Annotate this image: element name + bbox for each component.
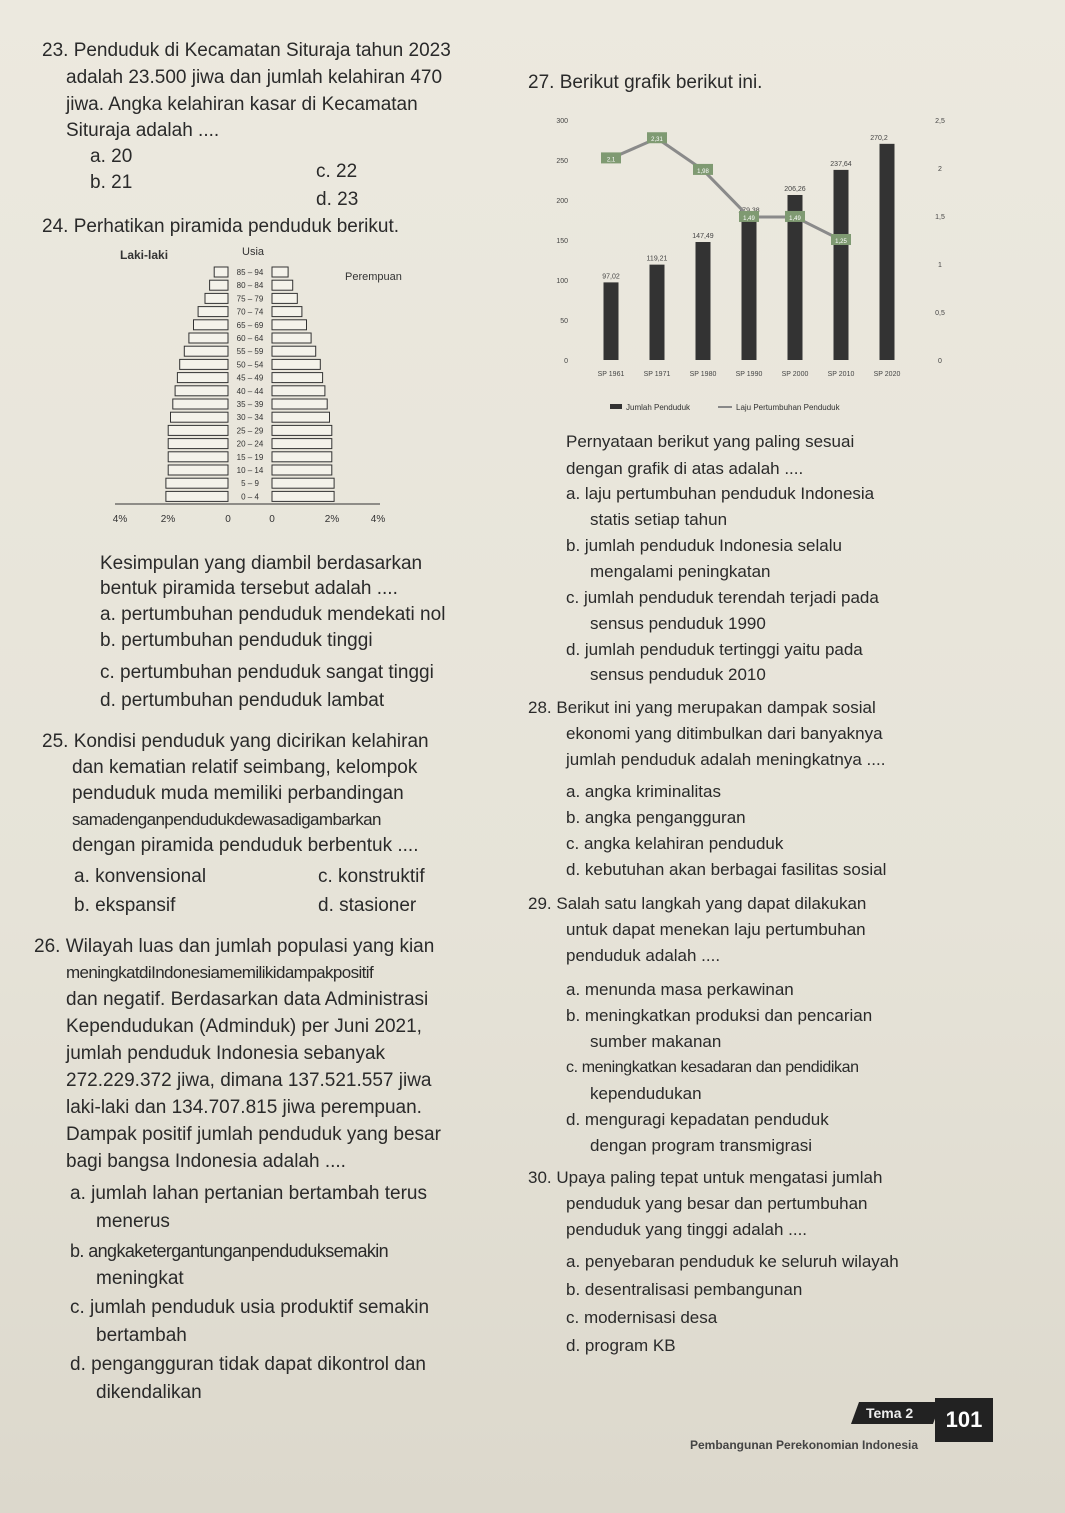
q25-option-b[interactable]: b. ekspansif — [74, 895, 176, 916]
q26-option-a[interactable]: a. jumlah lahan pertanian bertambah terus — [70, 1183, 428, 1204]
chart-bar-label: 119,21 — [646, 255, 668, 263]
chart-left-tick: 250 — [556, 158, 568, 165]
pyramid-bar-male — [214, 267, 228, 277]
pyramid-bar-female — [272, 439, 332, 449]
q29-option-b[interactable]: b. meningkatkan produksi dan pencarian — [566, 1006, 873, 1025]
q30-option-d[interactable]: d. program KB — [566, 1336, 676, 1355]
chart-bar — [696, 242, 711, 360]
legend-bar-swatch — [610, 404, 622, 409]
pyramid-age-label: 80 – 84 — [236, 281, 264, 291]
pyramid-age-label: 85 – 94 — [236, 268, 264, 277]
q29-line-2: untuk dapat menekan laju pertumbuhan — [566, 920, 866, 939]
pyramid-bar-male — [189, 333, 228, 343]
q26-line-9: bagi bangsa Indonesia adalah .... — [66, 1151, 346, 1172]
chart-bar — [880, 144, 895, 360]
pyramid-bar-male — [184, 346, 228, 356]
chart-bar — [834, 170, 849, 360]
chart-bar-label: 97,02 — [602, 273, 620, 281]
chart-category-label: SP 2000 — [781, 371, 809, 378]
chart-bar — [650, 265, 665, 360]
q23-option-c[interactable]: c. 22 — [316, 161, 358, 182]
chart-growth-label: 2,1 — [606, 157, 616, 164]
footer-tema: Tema 2 — [866, 1405, 914, 1421]
q23-option-b[interactable]: b. 21 — [90, 172, 133, 193]
q24-option-b[interactable]: b. pertumbuhan penduduk tinggi — [100, 630, 373, 651]
chart-growth-label: 1,98 — [697, 168, 709, 175]
q24-question-line-1: Kesimpulan yang diambil berdasarkan — [100, 553, 423, 574]
pyramid-bar-male — [198, 307, 228, 317]
pyramid-bar-male — [168, 465, 228, 475]
chart-category-label: SP 1980 — [689, 371, 717, 378]
pyramid-bar-female — [272, 425, 332, 435]
pyramid-bar-female — [272, 293, 297, 303]
q27-option-b[interactable]: b. jumlah penduduk Indonesia selalu — [566, 536, 842, 555]
q28-option-a[interactable]: a. angka kriminalitas — [566, 782, 721, 801]
q24-option-c[interactable]: c. pertumbuhan penduduk sangat tinggi — [100, 662, 434, 683]
pyramid-bar-female — [272, 412, 330, 422]
q28-line-1: 28. Berikut ini yang merupakan dampak sosial — [528, 698, 876, 717]
chart-bars — [602, 135, 894, 360]
pyramid-age-label: 20 – 24 — [236, 439, 264, 449]
q26-line-3: dan negatif. Berdasarkan data Administrasi — [66, 989, 429, 1010]
q26-option-b-cont: meningkat — [96, 1268, 184, 1289]
footer-subtitle: Pembangunan Perekonomian Indonesia — [690, 1438, 919, 1452]
q29-option-b-cont: sumber makanan — [590, 1032, 722, 1051]
pyramid-age-label: 75 – 79 — [236, 294, 264, 304]
pyramid-age-label: 60 – 64 — [236, 334, 264, 343]
q29-option-d-cont: dengan program transmigrasi — [590, 1136, 813, 1155]
chart-category-label: SP 2010 — [827, 371, 855, 378]
pyramid-age-label: 55 – 59 — [236, 347, 264, 357]
chart-legend — [610, 403, 841, 412]
chart-category-labels — [598, 371, 901, 378]
q26-option-d-cont: dikendalikan — [96, 1382, 202, 1403]
pyramid-bar-male — [166, 491, 228, 501]
pyramid-age-label: 45 – 49 — [236, 373, 264, 383]
chart-left-ticks — [556, 118, 568, 365]
q27-title: 27. Berikut grafik berikut ini. — [528, 72, 763, 93]
population-pyramid — [110, 242, 420, 532]
q27-option-d[interactable]: d. jumlah penduduk tertinggi yaitu pada — [566, 640, 863, 659]
pyramid-age-label: 15 – 19 — [236, 452, 264, 462]
page-number: 101 — [945, 1407, 983, 1432]
chart-category-label: SP 1961 — [597, 371, 625, 378]
pyramid-bar-male — [168, 439, 228, 449]
q27-option-b-cont: mengalami peningkatan — [590, 562, 771, 581]
chart-growth-line — [601, 132, 851, 245]
chart-right-tick: 2 — [938, 166, 942, 173]
pyramid-bar-female — [272, 267, 288, 277]
q23-option-d[interactable]: d. 23 — [316, 189, 359, 210]
chart-growth-label: 2,31 — [651, 137, 663, 144]
pyramid-bar-male — [175, 386, 228, 396]
pyramid-axis-label: 0 — [225, 514, 231, 525]
chart-left-tick: 0 — [564, 358, 568, 365]
q23-line-4: Situraja adalah .... — [66, 120, 220, 141]
chart-right-ticks — [935, 118, 945, 365]
pyramid-bar-male — [205, 293, 228, 303]
pyramid-bar-female — [272, 399, 327, 409]
chart-right-tick: 1 — [938, 262, 942, 269]
q27-option-c-cont: sensus penduduk 1990 — [590, 614, 766, 633]
chart-left-tick: 300 — [556, 118, 568, 125]
q25-line-1: 25. Kondisi penduduk yang dicirikan kelahiran — [42, 731, 429, 752]
pyramid-bar-female — [272, 359, 320, 369]
q26-line-4: Kependudukan (Adminduk) per Juni 2021, — [66, 1016, 422, 1037]
pyramid-bar-female — [272, 478, 334, 488]
q26-option-b[interactable]: b. angkaketergantunganpenduduksemakin — [70, 1241, 389, 1261]
q28-line-3: jumlah penduduk adalah meningkatnya .... — [566, 750, 886, 769]
pyramid-bar-female — [272, 491, 334, 501]
pyramid-axis-label: 4% — [112, 514, 128, 525]
pyramid-age-label: 65 – 69 — [236, 320, 264, 330]
q26-line-5: jumlah penduduk Indonesia sebanyak — [66, 1043, 386, 1064]
q26-line-6: 272.229.372 jiwa, dimana 137.521.557 jiwa — [66, 1070, 432, 1091]
chart-right-tick: 0 — [938, 358, 942, 365]
q25-line-3: penduduk muda memiliki perbandingan — [72, 783, 404, 804]
pyramid-age-label: 10 – 14 — [236, 466, 264, 475]
chart-bar-label: 206,26 — [784, 185, 806, 193]
pyramid-bar-female — [272, 346, 316, 356]
pyramid-axis-label: 2% — [324, 514, 340, 525]
legend-bar-label: Jumlah Penduduk — [626, 403, 691, 412]
chart-category-label: SP 2020 — [873, 371, 901, 378]
q30-line-3: penduduk yang tinggi adalah .... — [566, 1220, 808, 1239]
chart-growth-label: 1,49 — [743, 215, 755, 222]
q30-option-a[interactable]: a. penyebaran penduduk ke seluruh wilayah — [566, 1252, 899, 1271]
population-chart — [548, 98, 958, 428]
chart-bar-label: 270,2 — [870, 134, 888, 142]
q30-line-1: 30. Upaya paling tepat untuk mengatasi jumlah — [528, 1168, 883, 1187]
q26-line-7: laki-laki dan 134.707.815 jiwa perempuan. — [66, 1097, 422, 1118]
pyramid-age-label: 25 – 29 — [236, 426, 264, 436]
pyramid-bar-male — [166, 478, 228, 488]
pyramid-axis-label: 4% — [370, 514, 386, 525]
pyramid-bar-male — [177, 373, 228, 383]
q24-option-d[interactable]: d. pertumbuhan penduduk lambat — [100, 690, 385, 711]
q26-option-d[interactable]: d. pengangguran tidak dapat dikontrol dan — [70, 1354, 426, 1375]
pyramid-bar-female — [272, 373, 323, 383]
q30-line-2: penduduk yang besar dan pertumbuhan — [566, 1194, 868, 1213]
chart-bar — [742, 216, 757, 360]
chart-growth-label: 1,25 — [835, 239, 847, 245]
chart-bar-label: 147,49 — [692, 233, 714, 241]
q29-option-d[interactable]: d. menguragi kepadatan penduduk — [566, 1110, 829, 1129]
q23-option-a[interactable]: a. 20 — [90, 146, 133, 167]
q26-option-c[interactable]: c. jumlah penduduk usia produktif semakin — [70, 1297, 430, 1318]
legend-line-label: Laju Pertumbuhan Penduduk — [736, 403, 840, 412]
chart-right-tick: 1,5 — [935, 214, 945, 221]
chart-category-label: SP 1990 — [735, 371, 763, 378]
pyramid-age-label: 0 – 4 — [241, 492, 259, 502]
q27-option-a-cont: statis setiap tahun — [590, 510, 728, 529]
q25-option-a[interactable]: a. konvensional — [74, 866, 207, 887]
q30-option-c[interactable]: c. modernisasi desa — [566, 1308, 718, 1327]
q27-statement-2: dengan grafik di atas adalah .... — [566, 459, 804, 478]
pyramid-bar-female — [272, 333, 311, 343]
q24-title: 24. Perhatikan piramida penduduk berikut. — [42, 216, 400, 237]
chart-left-tick: 50 — [560, 318, 568, 325]
q27-option-a[interactable]: a. laju pertumbuhan penduduk Indonesia — [566, 484, 875, 503]
q29-option-c[interactable]: c. meningkatkan kesadaran dan pendidikan — [566, 1059, 859, 1076]
chart-right-tick: 0,5 — [935, 310, 945, 317]
pyramid-bar-female — [272, 465, 332, 475]
pyramid-bar-female — [272, 280, 293, 290]
q28-option-b[interactable]: b. angka pengangguran — [566, 808, 746, 827]
q27-option-d-cont: sensus penduduk 2010 — [590, 665, 766, 684]
chart-right-tick: 2,5 — [935, 118, 945, 125]
pyramid-age-label: 35 – 39 — [236, 400, 264, 409]
q27-statement-1: Pernyataan berikut yang paling sesuai — [566, 432, 855, 451]
q28-line-2: ekonomi yang ditimbulkan dari banyaknya — [566, 724, 883, 743]
q29-option-a[interactable]: a. menunda masa perkawinan — [566, 980, 794, 999]
q25-option-d[interactable]: d. stasioner — [318, 895, 417, 916]
q28-option-c[interactable]: c. angka kelahiran penduduk — [566, 834, 784, 853]
pyramid-bar-male — [168, 425, 228, 435]
chart-growth-polyline — [611, 138, 841, 240]
pyramid-bar-female — [272, 320, 307, 330]
pyramid-bar-male — [171, 412, 229, 422]
pyramid-bar-female — [272, 452, 332, 462]
pyramid-bar-female — [272, 307, 302, 317]
q23-line-2: adalah 23.500 jiwa dan jumlah kelahiran 470 — [66, 67, 443, 88]
pyramid-bar-male — [173, 399, 228, 409]
q23-line-1: 23. Penduduk di Kecamatan Situraja tahun 2023 — [42, 40, 451, 61]
chart-growth-label: 1,49 — [789, 215, 801, 222]
pyramid-axis-labels — [113, 514, 386, 525]
pyramid-bar-male — [180, 359, 228, 369]
q23-line-3: jiwa. Angka kelahiran kasar di Kecamatan — [66, 94, 418, 115]
q24-question-line-2: bentuk piramida tersebut adalah .... — [100, 578, 398, 599]
pyramid-bar-female — [272, 386, 325, 396]
chart-bar-label: 237,64 — [830, 160, 852, 168]
q24-option-a[interactable]: a. pertumbuhan penduduk mendekati nol — [100, 604, 446, 625]
pyramid-age-label: 70 – 74 — [236, 307, 264, 317]
q30-option-b[interactable]: b. desentralisasi pembangunan — [566, 1280, 803, 1299]
q25-option-c[interactable]: c. konstruktif — [318, 866, 425, 887]
q26-line-2: meningkatdiIndonesiamemilikidampakpositif — [66, 963, 374, 982]
pyramid-bar-male — [194, 320, 229, 330]
q25-line-2: dan kematian relatif seimbang, kelompok — [72, 757, 418, 778]
pyramid-axis-label: 2% — [160, 514, 176, 525]
q25-line-4: samadenganpendudukdewasadigambarkan — [72, 810, 381, 829]
chart-bar — [604, 282, 619, 360]
q29-line-3: penduduk adalah .... — [566, 946, 721, 965]
chart-left-tick: 100 — [556, 278, 568, 285]
pyramid-bar-male — [210, 280, 228, 290]
pyramid-label-age: Usia — [242, 246, 265, 258]
q28-option-d[interactable]: d. kebutuhan akan berbagai fasilitas sosial — [566, 860, 887, 879]
chart-category-label: SP 1971 — [643, 371, 671, 378]
pyramid-label-male: Laki-laki — [120, 248, 169, 262]
pyramid-age-label: 50 – 54 — [236, 360, 264, 370]
q27-option-c[interactable]: c. jumlah penduduk terendah terjadi pada — [566, 588, 879, 607]
chart-left-tick: 200 — [556, 198, 568, 205]
q29-option-c-cont: kependudukan — [590, 1084, 702, 1103]
pyramid-label-female: Perempuan — [345, 271, 402, 283]
q25-line-5: dengan piramida penduduk berbentuk .... — [72, 835, 419, 856]
q26-option-c-cont: bertambah — [96, 1325, 187, 1346]
pyramid-axis-label: 0 — [269, 514, 275, 525]
pyramid-age-label: 5 – 9 — [241, 479, 259, 489]
q29-line-1: 29. Salah satu langkah yang dapat dilakukan — [528, 894, 867, 913]
pyramid-age-label: 40 – 44 — [236, 386, 264, 396]
chart-left-tick: 150 — [556, 238, 568, 245]
pyramid-age-label: 30 – 34 — [236, 413, 264, 423]
pyramid-age-labels — [237, 268, 264, 501]
q26-option-a-cont: menerus — [96, 1211, 170, 1232]
q26-line-8: Dampak positif jumlah penduduk yang besar — [66, 1124, 441, 1145]
q26-line-1: 26. Wilayah luas dan jumlah populasi yang kian — [34, 936, 435, 957]
pyramid-bar-male — [168, 452, 228, 462]
